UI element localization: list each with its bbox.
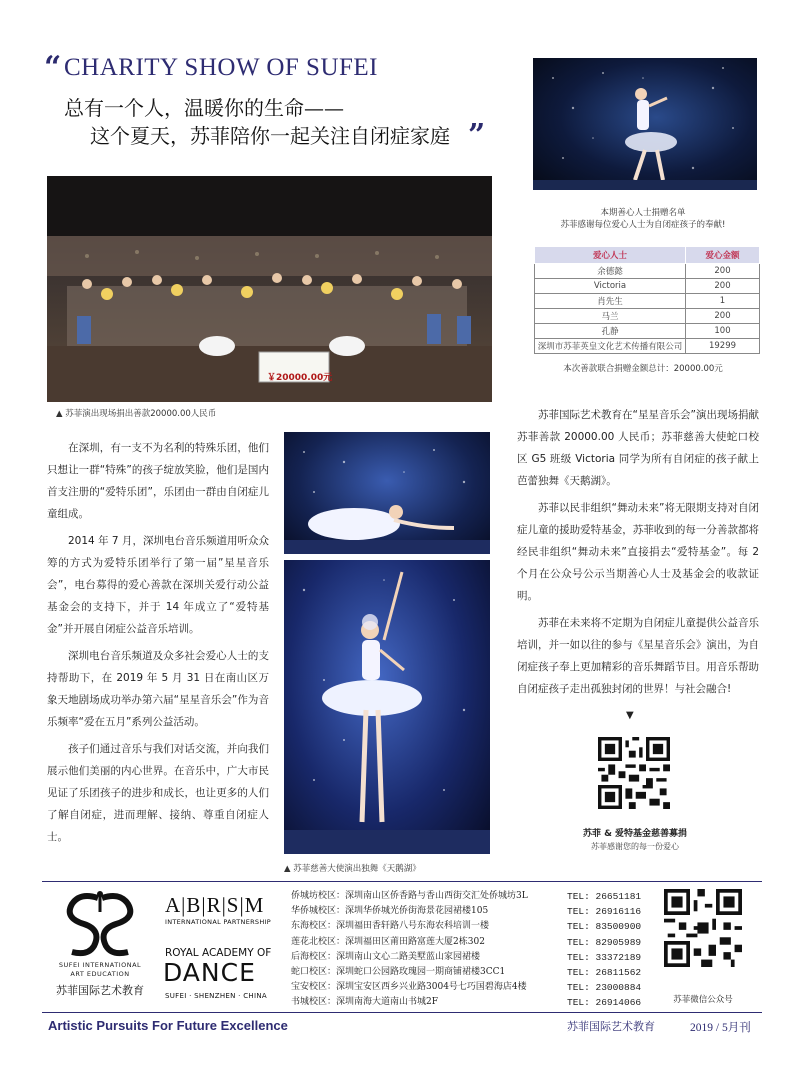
donor-table: [534, 246, 760, 354]
donor-name: Victoria: [535, 279, 686, 294]
qr-code-donation[interactable]: [598, 737, 670, 809]
down-arrow-icon: ▼: [626, 710, 634, 721]
campus-phone: TEL: 23000884: [567, 982, 642, 994]
donor-name: 深圳市苏菲英皇文化艺术传播有限公司: [535, 339, 686, 354]
paragraph: 2014 年 7 月，深圳电台音乐频道用听众众筹的方式为爱特乐团举行了第一届”星星音乐会”，电台募得的爱心善款在深圳关爱行动公益基金会的支持下，并于 14 年成立了“爱特基金”并开展自闭症公益音乐培训。: [47, 535, 269, 635]
issue-date: 2019 / 5月刊: [690, 1022, 751, 1034]
list-item: 华侨城校区：深圳华侨城光侨街海景花园裙楼105: [291, 906, 489, 917]
ballet-photo-standing: [284, 560, 490, 854]
paragraph: 苏菲以民非组织“舞动未来”将无限期支持对自闭症儿童的援助爱特基金，苏菲收到的每一分善款都将经民非组织“舞动未来”直接捐去“爱特基金”。每 2 个月在公众号公示当期善心人士及基金会的收款证明。: [517, 502, 759, 602]
paragraph: 在深圳，有一支不为名利的特殊乐团，他们只想让一群“特殊”的孩子绽放笑脸，他们是国内首支注册的“爱特乐团”，乐团由一群由自闭症儿童组成。: [47, 442, 269, 520]
qr-title: 苏菲 & 爱特基金慈善募捐: [582, 829, 688, 839]
list-item: 侨城坊校区：深圳南山区侨香路与香山西街交汇处侨城坊3L: [291, 891, 528, 901]
campus-phone: TEL: 26916116: [567, 906, 642, 918]
logo-subtitle-2: ART EDUCATION: [70, 970, 130, 978]
ballet-photo-caption: ▲ 苏菲慈善大使演出独舞《天鹅湖》: [284, 864, 421, 874]
left-article-column: [47, 437, 269, 848]
title-chinese-line2: 这个夏天，苏菲陪你一起关注自闭症家庭: [90, 124, 450, 148]
table-row: [535, 309, 760, 324]
group-photo-caption: ▲ 苏菲演出现场捐出善款20000.00人民币: [56, 409, 217, 419]
list-item: 东海校区：深圳福田香轩路八号东海农科培训一楼: [291, 921, 490, 932]
title-english: CHARITY SHOW OF SUFEI: [64, 54, 379, 81]
paragraph: 苏菲国际艺术教育在“星星音乐会”演出现场捐献苏菲善款 20000.00 人民币；苏菲慈善大使蛇口校区 G5 班级 Victoria 同学为所有自闭症的孩子献上芭蕾独舞《天鹅湖》。: [517, 409, 759, 487]
donor-amount: 19299: [686, 339, 760, 354]
donor-total: 本次善款联合捐赠金额总计：20000.00元: [563, 364, 723, 374]
logo-subtitle-1: SUFEI INTERNATIONAL: [58, 961, 142, 969]
qr-code-wechat[interactable]: [664, 889, 742, 967]
campus-phone-list: [567, 889, 652, 1011]
donor-amount: 100: [686, 324, 760, 339]
donor-amount: 1: [686, 294, 760, 309]
quote-close-mark: ”: [468, 118, 486, 153]
rad-logo-line1: ROYAL ACADEMY OF: [165, 947, 272, 959]
campus-phone: TEL: 33372189: [567, 951, 642, 963]
rad-logo-line2: DANCE: [163, 958, 256, 987]
campus-phone: TEL: 83500900: [567, 921, 642, 933]
campus-phone: TEL: 26811562: [567, 967, 642, 979]
paragraph: 苏菲在未来将不定期为自闭症儿童提供公益音乐培训，并一如以往的参与《星星音乐会》演出，为自闭症孩子奉上更加精彩的音乐舞蹈节目。用音乐帮助自闭症孩子走出孤独封闭的世界！与社会融合!: [517, 617, 759, 695]
footer-divider-bottom: [42, 1012, 762, 1013]
donor-name: 肖先生: [535, 294, 686, 309]
donor-name: 余德懿: [535, 264, 686, 279]
list-item: 后海校区：深圳南山文心二路美墅蓝山家园裙楼: [291, 951, 481, 962]
slogan: Artistic Pursuits For Future Excellence: [48, 1018, 288, 1033]
list-item: 莲花北校区：深圳福田区莆田路富莲大厦2栋302: [291, 936, 485, 947]
table-row: [535, 264, 760, 279]
ballet-photo-kneeling: [284, 432, 490, 554]
list-item: 宝安校区：深圳宝安区西乡兴业路3004号七巧国碧海店4楼: [291, 982, 527, 993]
campus-phone: TEL: 82905989: [567, 936, 642, 948]
donor-name: 马兰: [535, 309, 686, 324]
quote-open-mark: “: [44, 50, 62, 85]
table-row: [535, 324, 760, 339]
table-row: [535, 294, 760, 309]
rad-logo-line3: SUFEI · SHENZHEN · CHINA: [165, 992, 267, 1000]
donor-column-amount: 爱心金额: [686, 247, 760, 264]
list-item: 蛇口校区：深圳蛇口公园路玫瑰园一期商铺裙楼3CC1: [291, 967, 506, 978]
footer-divider-top: [42, 881, 762, 882]
table-row: [535, 279, 760, 294]
title-chinese-line1: 总有一个人，温暖你的生命——: [64, 96, 344, 120]
campus-phone: TEL: 26651181: [567, 891, 642, 902]
campus-phone: TEL: 26914066: [567, 997, 642, 1009]
group-photo: [47, 176, 492, 402]
paragraph: 孩子们通过音乐与我们对话交流，并向我们展示他们美丽的内心世界。在音乐中，广大市民见证了乐团孩子的进步和成长，也让更多的人们了解自闭症，进而理解、接纳、尊重自闭症人士。: [47, 743, 269, 843]
ballet-photo-top: [533, 58, 757, 190]
wechat-label: 苏菲微信公众号: [673, 995, 733, 1005]
donor-intro-line2: 苏菲感谢每位爱心人士为自闭症孩子的奉献!: [560, 220, 726, 230]
cheque-amount: ￥20000.00元: [267, 373, 333, 383]
campus-list: [291, 889, 561, 1011]
abrsm-subtitle: INTERNATIONAL PARTNERSHIP: [165, 918, 271, 926]
paragraph: 深圳电台音乐频道及众多社会爱心人士的支持帮助下，在 2019 年 5 月 31 日在南山区万象天地剧场成功举办第六届“星星音乐会”作为音乐频率“爱在五月”系列公益活动。: [47, 650, 269, 728]
donor-column-name: 爱心人士: [535, 247, 686, 264]
issue-org: 苏菲国际艺术教育: [567, 1020, 655, 1033]
qr-subtitle: 苏菲感谢您的每一份爱心: [591, 842, 679, 851]
list-item: 书城校区：深圳南海大道南山书城2F: [291, 997, 438, 1008]
donor-name: 孔静: [535, 324, 686, 339]
logo-chinese-name: 苏菲国际艺术教育: [56, 984, 144, 997]
donor-amount: 200: [686, 309, 760, 324]
donor-amount: 200: [686, 279, 760, 294]
right-article-column: [517, 404, 759, 700]
abrsm-logo: A|B|R|S|M: [165, 893, 265, 917]
donor-intro-line1: 本期善心人士捐赠名单: [600, 208, 686, 218]
donor-amount: 200: [686, 264, 760, 279]
table-row: [535, 339, 760, 354]
